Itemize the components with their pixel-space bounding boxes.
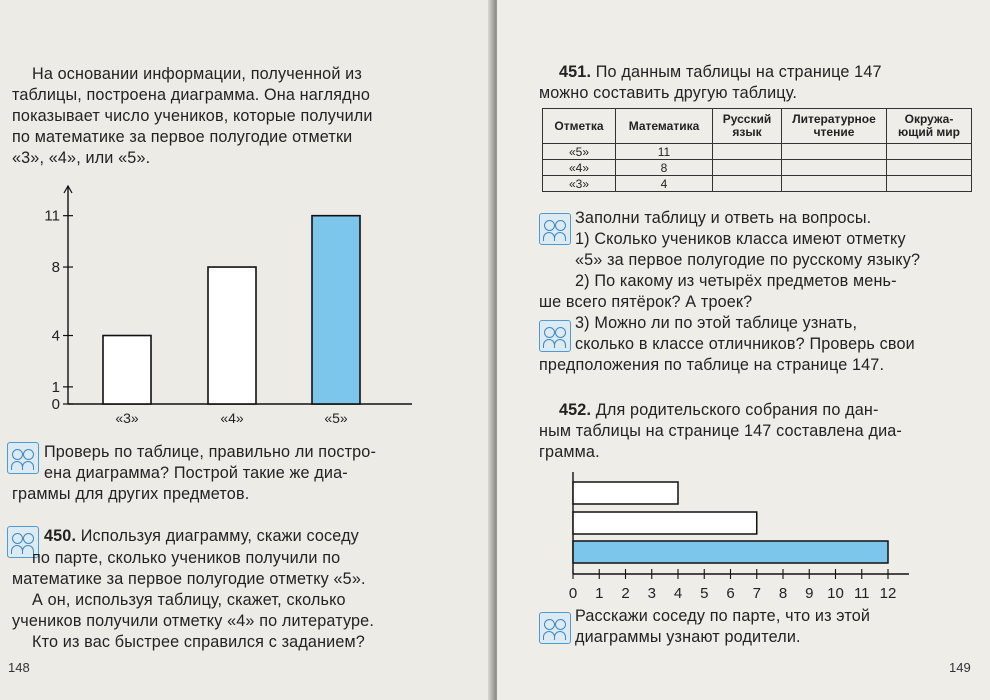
question-line: 2) По какому из четырёх предметов мень- [575, 272, 897, 290]
check-line: граммы для других предметов. [12, 485, 250, 503]
x-tick-label: 1 [595, 585, 604, 602]
column-header: Окружа-ющий мир [887, 109, 972, 144]
x-tick-label: 3 [647, 585, 656, 602]
intro-line: «3», «4», или «5». [12, 149, 151, 167]
page-number-right: 149 [949, 660, 971, 675]
bar [208, 267, 256, 404]
bar [573, 512, 757, 534]
task-line: можно составить другую таблицу. [539, 84, 797, 102]
y-tick-label: 11 [44, 207, 60, 225]
table-cell: 8 [616, 160, 713, 176]
table-cell [713, 160, 782, 176]
x-tick-label: 6 [726, 585, 735, 602]
table-cell [782, 144, 887, 160]
category-label: «3» [115, 410, 139, 426]
check-task-end [12, 484, 249, 505]
task-line: учеников получили отметку «4» по литературе. [12, 612, 374, 630]
task-452 [539, 400, 902, 463]
category-label: «5» [324, 410, 348, 426]
x-tick-label: 0 [568, 585, 578, 602]
task-number: 451. [559, 63, 592, 81]
table-cell [887, 144, 972, 160]
parents-bar-chart [559, 470, 919, 602]
task-line: А он, используя таблицу, скажет, сколько [32, 591, 346, 609]
task-line: Для родительского собрания по дан- [595, 401, 879, 419]
table-row [543, 160, 972, 176]
final-line: Расскажи соседу по парте, что из этой [575, 607, 871, 625]
table-cell: «3» [543, 176, 616, 192]
questions-bottom [575, 313, 915, 355]
final-line: диаграммы узнают родители. [575, 628, 801, 646]
x-tick-label: 10 [827, 585, 844, 602]
column-header: Литературное чтение [782, 109, 887, 144]
pair-work-icon [539, 213, 571, 245]
column-header: Отметка [543, 109, 616, 144]
grades-bar-chart [10, 178, 430, 432]
table-cell: 11 [616, 144, 713, 160]
column-header: Математика [616, 109, 713, 144]
question-line: «5» за первое полугодие по русскому языку? [575, 251, 921, 269]
task-line: ным таблицы на странице 147 составлена диа- [539, 422, 902, 440]
task-line: математике за первое полугодие отметку «5». [12, 570, 366, 588]
task-number: 450. [44, 527, 77, 545]
intro-line: На основании информации, полученной из [32, 65, 362, 83]
x-tick-label: 5 [700, 585, 709, 602]
check-task [44, 442, 454, 484]
table-cell [782, 160, 887, 176]
question-line: ше всего пятёрок? А троек? [539, 293, 753, 311]
task-line: По данным таблицы на странице 147 [595, 63, 882, 81]
page-number-left: 148 [8, 660, 30, 675]
intro-line: таблицы, построена диаграмма. Она наглядно [12, 86, 370, 104]
pair-work-icon [539, 612, 571, 644]
question-line: 1) Сколько учеников класса имеют отметку [575, 230, 906, 248]
table-cell: «4» [543, 160, 616, 176]
final-task [575, 606, 870, 648]
y-tick-label: 8 [51, 259, 60, 277]
right-page [497, 0, 990, 700]
table-cell [782, 176, 887, 192]
table-row [543, 176, 972, 192]
check-line: ена диаграмма? Построй такие же диа- [44, 464, 348, 482]
x-tick-label: 11 [853, 585, 870, 602]
x-tick-label: 4 [673, 585, 683, 602]
task-451 [539, 62, 882, 104]
table-cell [713, 144, 782, 160]
pair-work-icon [7, 442, 39, 474]
question-line: 3) Можно ли по этой таблице узнать, [575, 314, 858, 332]
questions-mid [539, 292, 752, 313]
x-tick-label: 12 [879, 585, 897, 602]
x-tick-label: 9 [805, 585, 814, 602]
question-line: сколько в классе отличников? Проверь свои [575, 335, 915, 353]
questions-end [539, 355, 884, 376]
task-line: по парте, сколько учеников получили по [32, 549, 341, 567]
x-tick-label: 8 [778, 585, 788, 602]
grades-table [542, 108, 972, 192]
question-line: предположения по таблице на странице 147. [539, 356, 885, 374]
intro-paragraph [12, 64, 452, 169]
table-cell [887, 176, 972, 192]
table-row [543, 144, 972, 160]
task-450-first [44, 526, 359, 547]
table-header-row [543, 109, 972, 144]
y-tick-label: 4 [51, 327, 60, 345]
table-cell: 4 [616, 176, 713, 192]
table-cell [713, 176, 782, 192]
task-number: 452. [559, 401, 592, 419]
y-tick-label: 0 [51, 396, 60, 413]
x-tick-label: 7 [752, 585, 761, 602]
category-label: «4» [220, 410, 244, 426]
table-cell [887, 160, 972, 176]
task-line: Используя диаграмму, скажи соседу [80, 527, 359, 545]
bar [573, 541, 888, 563]
intro-line: по математике за первое полугодие отметки [12, 128, 353, 146]
column-header: Русский язык [713, 109, 782, 144]
task-line: Кто из вас быстрее справился с заданием? [32, 633, 365, 651]
task-line: грамма. [539, 443, 600, 461]
x-tick-label: 2 [621, 585, 630, 602]
left-page [0, 0, 493, 700]
y-tick-label: 1 [51, 378, 60, 396]
task-450-body [12, 548, 374, 653]
check-line: Проверь по таблице, правильно ли постро- [44, 443, 377, 461]
pair-work-icon [539, 320, 571, 352]
questions-top [575, 208, 920, 292]
bar [573, 482, 678, 504]
bar [103, 336, 151, 404]
table-cell: «5» [543, 144, 616, 160]
question-line: Заполни таблицу и ответь на вопросы. [575, 209, 872, 227]
bar [312, 216, 360, 404]
intro-line: показывает число учеников, которые получили [12, 107, 373, 125]
